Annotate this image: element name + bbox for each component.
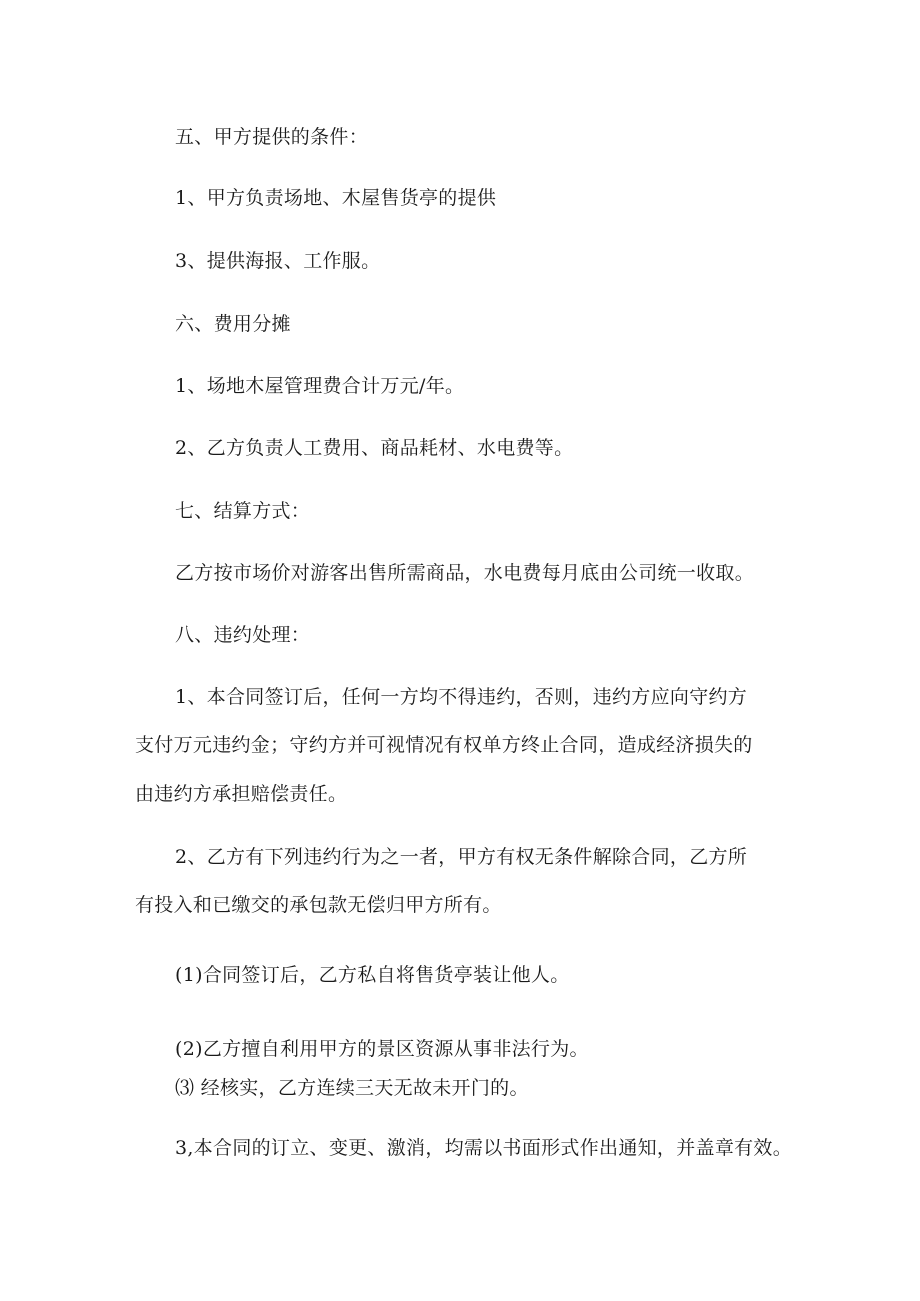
clause-8-2-line-2: 有投入和已缴交的承包款无偿归甲方所有。 (135, 894, 502, 916)
section-8-heading: 八、违约处理： (175, 624, 311, 646)
clause-8-2-item-1: (1)合同签订后，乙方私自将售货亭装让他人。 (175, 964, 570, 986)
clause-5-1: 1、甲方负责场地、木屋售货亭的提供 (175, 187, 497, 209)
clause-8-2-line-1: 2、乙方有下列违约行为之一者，甲方有权无条件解除合同，乙方所 (175, 846, 748, 868)
clause-8-1-line-1: 1、本合同签订后，任何一方均不得违约，否则，违约方应向守约方 (175, 686, 748, 708)
clause-6-2: 2、乙方负责人工费用、商品耗材、水电费等。 (175, 437, 574, 459)
clause-6-1: 1、场地木屋管理费合计万元/年。 (175, 375, 465, 397)
clause-5-3: 3、提供海报、工作服。 (175, 250, 381, 272)
section-5-heading: 五、甲方提供的条件： (175, 126, 369, 148)
clause-7-text: 乙方按市场价对游客出售所需商品，水电费每月底由公司统一收取。 (175, 562, 755, 584)
clause-8-3: 3,本合同的订立、变更、激消，均需以书面形式作出通知，并盖章有效。 (175, 1137, 793, 1159)
clause-8-1-line-2: 支付万元违约金；守约方并可视情况有权单方终止合同，造成经济损失的 (135, 734, 753, 756)
clause-8-2-item-2: (2)乙方擅自利用甲方的景区资源从事非法行为。 (175, 1038, 589, 1060)
clause-8-1-line-3: 由违约方承担赔偿责任。 (135, 783, 348, 805)
clause-8-2-item-3: ⑶ 经核实，乙方连续三天无故未开门的。 (175, 1077, 529, 1099)
section-7-heading: 七、结算方式： (175, 500, 311, 522)
section-6-heading: 六、费用分摊 (175, 313, 291, 335)
